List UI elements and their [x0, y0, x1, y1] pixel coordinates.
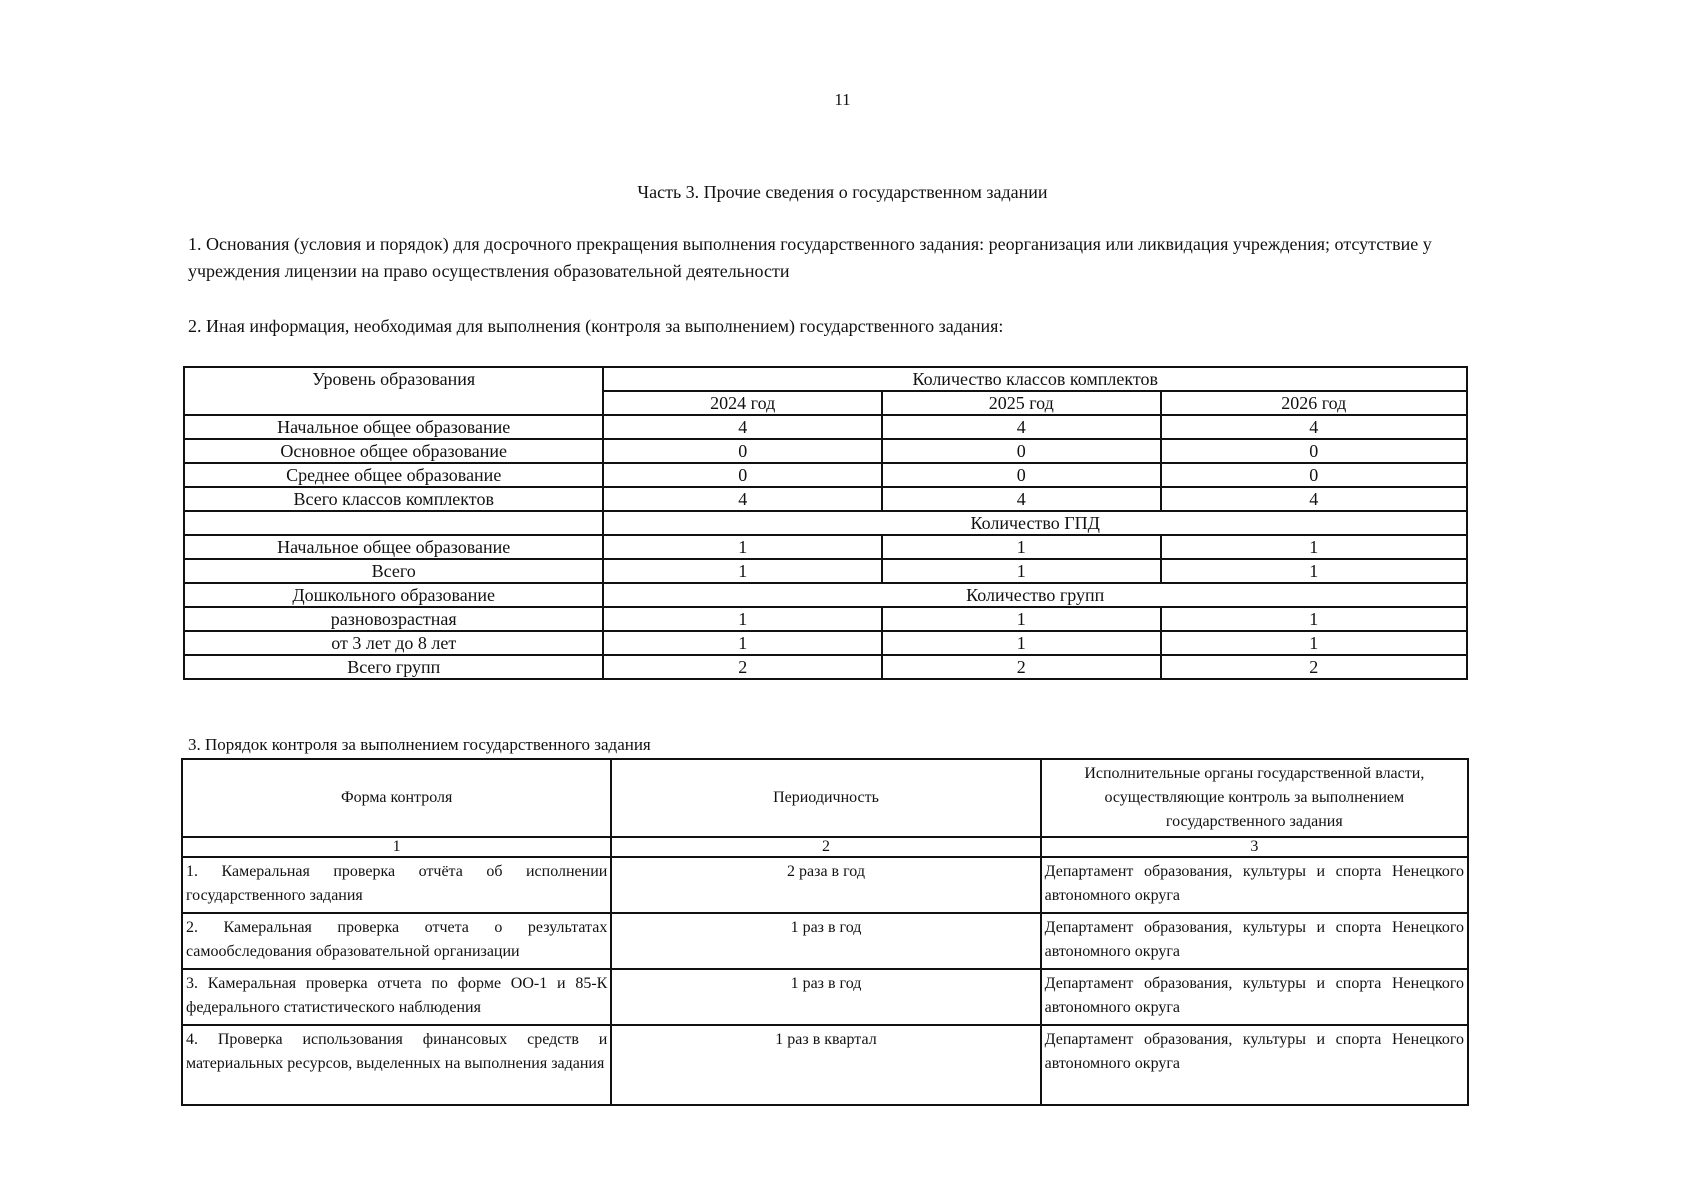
value-cell: 0: [603, 439, 882, 463]
value-cell: 0: [1161, 463, 1468, 487]
table-row: [182, 857, 1468, 913]
row-label: Всего: [184, 559, 603, 583]
period-cell: 1 раз в год: [611, 969, 1040, 1025]
organ-cell: Департамент образования, культуры и спорта Ненецкого автономного округа: [1041, 969, 1468, 1025]
value-cell: 1: [603, 631, 882, 655]
table-row: [184, 487, 1467, 511]
page-number: 11: [834, 90, 851, 109]
table-row: [184, 439, 1467, 463]
table-row: [182, 913, 1468, 969]
value-cell: 0: [603, 463, 882, 487]
header-cell: Периодичность: [611, 759, 1040, 837]
value-cell: 1: [603, 535, 882, 559]
header-cell: Количество ГПД: [603, 511, 1467, 535]
table-row: [184, 511, 1467, 535]
table-row: [184, 535, 1467, 559]
form-cell: 2. Камеральная проверка отчета о результатах самообследования образовательной организации: [182, 913, 611, 969]
header-cell: Уровень образования: [184, 367, 603, 415]
value-cell: 1: [882, 631, 1161, 655]
value-cell: 4: [882, 487, 1161, 511]
table-row: [182, 1025, 1468, 1105]
value-cell: 1: [1161, 631, 1468, 655]
year-cell: 2024 год: [603, 391, 882, 415]
value-cell: 1: [882, 559, 1161, 583]
part-title: Часть 3. Прочие сведения о государственном задании: [637, 182, 1048, 202]
value-cell: 1: [882, 607, 1161, 631]
empty-cell: [184, 511, 603, 535]
table-row: [184, 559, 1467, 583]
organ-cell: Департамент образования, культуры и спорта Ненецкого автономного округа: [1041, 857, 1468, 913]
value-cell: 1: [603, 607, 882, 631]
value-cell: 1: [1161, 559, 1468, 583]
value-cell: 1: [1161, 535, 1468, 559]
row-label: Основное общее образование: [184, 439, 603, 463]
table-row: [182, 837, 1468, 857]
row-label: Начальное общее образование: [184, 535, 603, 559]
table-row: [182, 969, 1468, 1025]
header-cell: Исполнительные органы государственной власти, осуществляющие контроль за выполнением государственного задания: [1041, 759, 1468, 837]
column-number: 2: [611, 837, 1040, 857]
form-cell: 4. Проверка использования финансовых средств и материальных ресурсов, выделенных на выполнения задания: [182, 1025, 611, 1105]
year-cell: 2026 год: [1161, 391, 1468, 415]
header-cell: Форма контроля: [182, 759, 611, 837]
table-row: [182, 759, 1468, 837]
column-number: 3: [1041, 837, 1468, 857]
value-cell: 4: [1161, 415, 1468, 439]
form-cell: 1. Камеральная проверка отчёта об исполнении государственного задания: [182, 857, 611, 913]
column-number: 1: [182, 837, 611, 857]
period-cell: 2 раза в год: [611, 857, 1040, 913]
control-table: [181, 758, 1469, 1106]
section-1-text: 1. Основания (условия и порядок) для досрочного прекращения выполнения государственного задания: реорганизация или ликвидация учреждения; отсутствие у учреждения лицензии на право осуществления образовательной деятельности: [188, 234, 1432, 281]
table-row: [184, 655, 1467, 679]
row-label: Всего групп: [184, 655, 603, 679]
row-label: Всего классов комплектов: [184, 487, 603, 511]
value-cell: 4: [603, 415, 882, 439]
table-row: [184, 415, 1467, 439]
period-cell: 1 раз в квартал: [611, 1025, 1040, 1105]
organ-cell: Департамент образования, культуры и спорта Ненецкого автономного округа: [1041, 1025, 1468, 1105]
table-row: [184, 607, 1467, 631]
value-cell: 2: [882, 655, 1161, 679]
value-cell: 0: [882, 463, 1161, 487]
value-cell: 2: [603, 655, 882, 679]
value-cell: 1: [882, 535, 1161, 559]
table-row: [184, 583, 1467, 607]
row-label: от 3 лет до 8 лет: [184, 631, 603, 655]
value-cell: 2: [1161, 655, 1468, 679]
value-cell: 1: [603, 559, 882, 583]
classes-table: [183, 366, 1468, 680]
year-cell: 2025 год: [882, 391, 1161, 415]
section-3-title: 3. Порядок контроля за выполнением государственного задания: [188, 735, 651, 754]
value-cell: 4: [1161, 487, 1468, 511]
form-cell: 3. Камеральная проверка отчета по форме ОО-1 и 85-К федерального статистического наблюдения: [182, 969, 611, 1025]
table-row: [184, 463, 1467, 487]
table-row: [184, 631, 1467, 655]
row-label: разновозрастная: [184, 607, 603, 631]
value-cell: 0: [1161, 439, 1468, 463]
period-cell: 1 раз в год: [611, 913, 1040, 969]
value-cell: 4: [603, 487, 882, 511]
row-label: Дошкольного образование: [184, 583, 603, 607]
value-cell: 4: [882, 415, 1161, 439]
table-row: [184, 367, 1467, 391]
value-cell: 0: [882, 439, 1161, 463]
row-label: Среднее общее образование: [184, 463, 603, 487]
header-cell: Количество групп: [603, 583, 1467, 607]
row-label: Начальное общее образование: [184, 415, 603, 439]
organ-cell: Департамент образования, культуры и спорта Ненецкого автономного округа: [1041, 913, 1468, 969]
header-cell: Количество классов комплектов: [603, 367, 1467, 391]
value-cell: 1: [1161, 607, 1468, 631]
section-2-title: 2. Иная информация, необходимая для выполнения (контроля за выполнением) государственного задания:: [188, 316, 1004, 336]
